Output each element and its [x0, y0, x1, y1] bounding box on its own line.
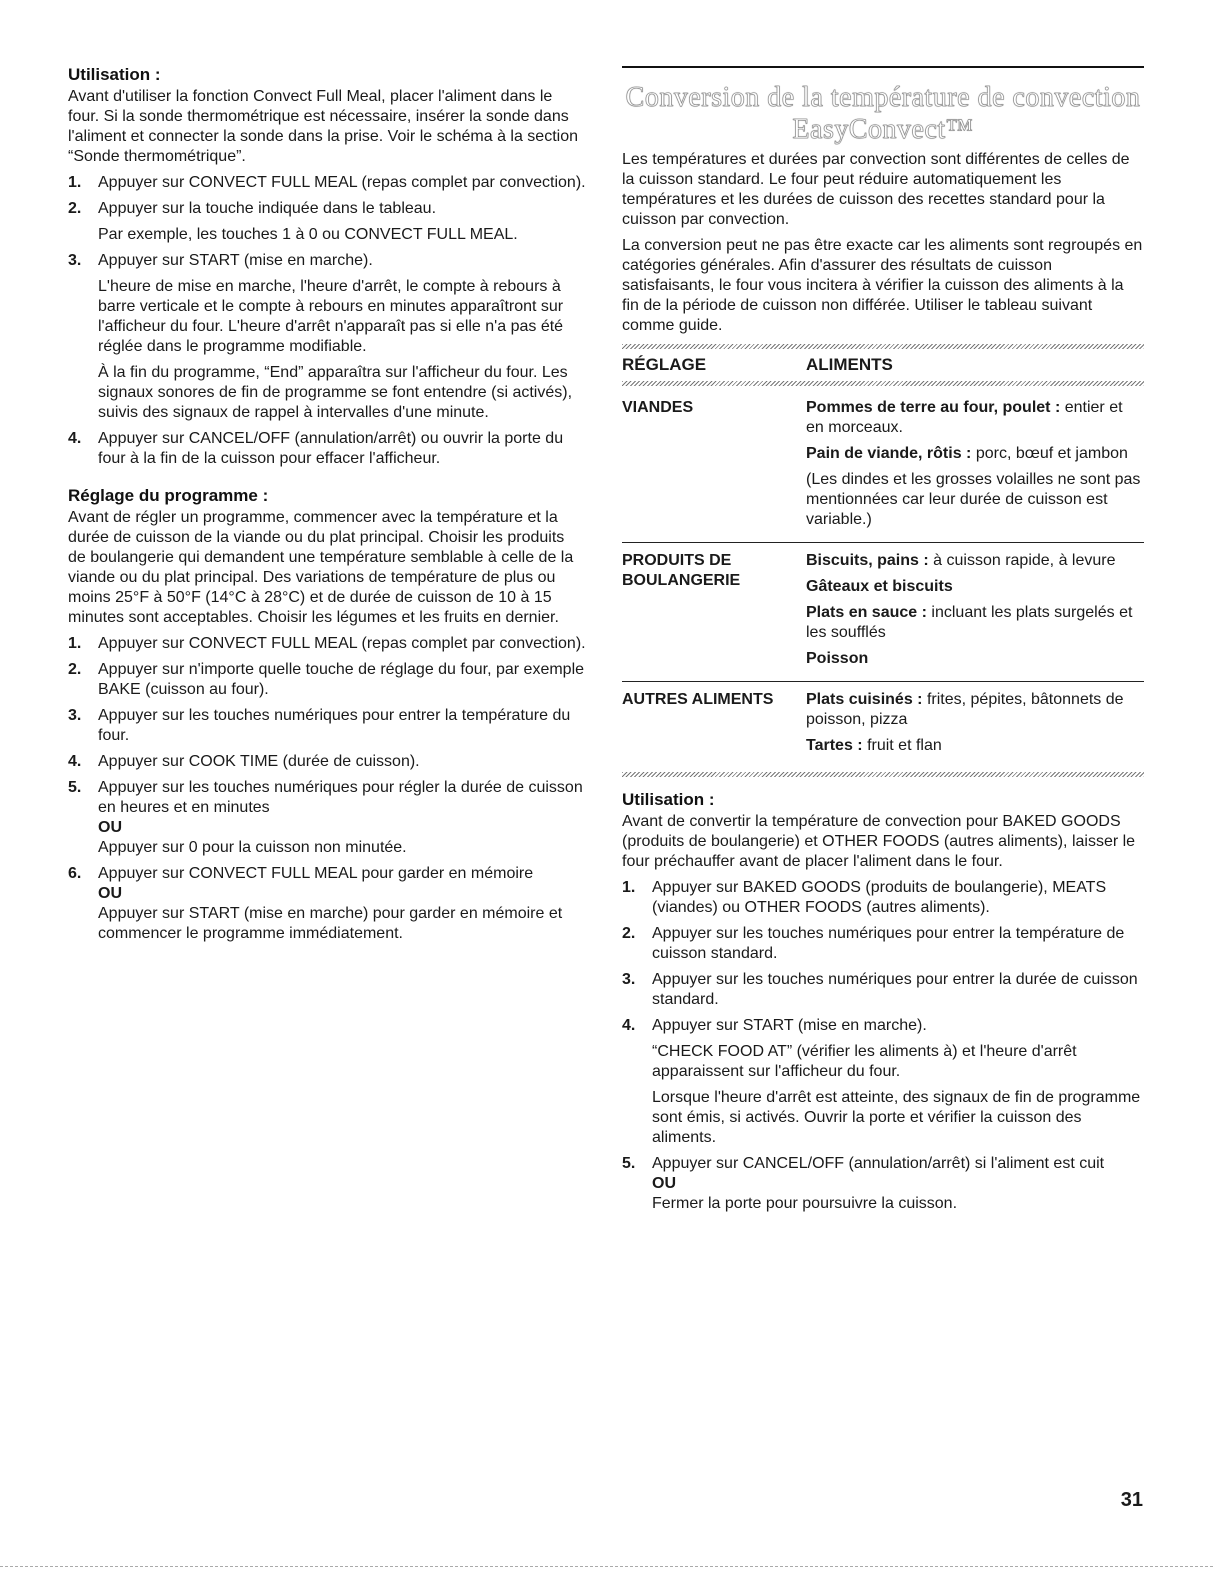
food-item: [806, 649, 1144, 669]
step-or-label: OU: [98, 885, 122, 902]
food-item-label: Plats cuisinés :: [806, 691, 923, 708]
section-title-line2: EasyConvect™: [792, 114, 974, 145]
step-text: Appuyer sur les touches numériques pour entrer la température du four.: [98, 707, 571, 744]
list-item: [622, 1154, 1144, 1214]
step-number: 1.: [68, 635, 82, 652]
step-number: 3.: [68, 252, 82, 269]
paragraph: Avant de régler un programme, commencer avec la température et la durée de cuisson de la viande ou du plat principal. Choisir les produits de boulangerie qui demandent une température semblable à celle de la viande ou du plat principal. Des variations de température de plus ou moins 25°F à 50°F (14°C à 28°C) et de durée de cuisson de 10 à 15 minutes sont acceptables. Choisir les légumes et les fruits en dernier.: [68, 509, 574, 626]
food-item: [806, 551, 1144, 571]
column-header-aliments: ALIMENTS: [806, 355, 893, 374]
section-heading-utilisation-2: Utilisation :: [622, 790, 715, 809]
food-item-label: Plats en sauce :: [806, 604, 927, 621]
step-text: Appuyer sur CONVECT FULL MEAL (repas complet par convection).: [98, 174, 586, 191]
section-heading-reglage: Réglage du programme :: [68, 486, 269, 505]
step-number: 5.: [622, 1155, 636, 1172]
table-row: [622, 682, 1144, 768]
step-note: L'heure de mise en marche, l'heure d'arrêt, le compte à rebours à barre verticale et le compte à rebours en minutes apparaîtront sur l'afficheur du four. L'heure d'arrêt n'apparaît pas si elle n'a pas été réglée dans le programme modifiable.: [98, 278, 564, 355]
section-title: [622, 82, 1144, 146]
step-text: Appuyer sur n'importe quelle touche de réglage du four, par exemple BAKE (cuisson au four).: [98, 661, 585, 698]
food-item: [806, 444, 1144, 464]
hatch-divider: [622, 344, 1144, 349]
step-number: 2.: [68, 200, 82, 217]
step-text: Appuyer sur les touches numériques pour entrer la température de cuisson standard.: [652, 925, 1125, 962]
list-item: [68, 251, 586, 423]
step-number: 5.: [68, 779, 82, 796]
table-row: [622, 390, 1144, 543]
step-text: Appuyer sur BAKED GOODS (produits de boulangerie), MEATS (viandes) ou OTHER FOODS (autres aliments).: [652, 879, 1107, 916]
step-number: 3.: [622, 971, 636, 988]
list-item: [68, 173, 586, 193]
food-item-text: porc, bœuf et jambon: [975, 445, 1128, 462]
list-item: [68, 634, 586, 654]
step-note: À la fin du programme, “End” apparaîtra sur l'afficheur du four. Les signaux sonores de fin de programme se font entendre (si activés), suivis des signaux de rappel à intervalles d'une minute.: [98, 364, 573, 421]
step-text: Appuyer sur la touche indiquée dans le tableau.: [98, 200, 437, 217]
hatch-divider: [622, 381, 1144, 386]
food-item-label: Pain de viande, rôtis :: [806, 445, 972, 462]
food-item-label: Biscuits, pains :: [806, 552, 929, 569]
list-item: [68, 199, 586, 245]
step-number: 1.: [622, 879, 636, 896]
step-number: 4.: [622, 1017, 636, 1034]
paragraph: Avant d'utiliser la fonction Convect Full Meal, placer l'aliment dans le four. Si la sonde thermométrique est nécessaire, insérer la sonde dans l'aliment et connecter la sonde dans la prise. Voir le schéma à la section “Sonde thermométrique”.: [68, 88, 578, 165]
right-column: [622, 66, 1144, 1222]
food-item-label: Tartes :: [806, 737, 863, 754]
table-cell-setting: AUTRES ALIMENTS: [622, 691, 774, 708]
table-cell-foods: [806, 551, 1144, 675]
paragraph: Avant de convertir la température de convection pour BAKED GOODS (produits de boulangerie) et OTHER FOODS (autres aliments), laisser le four préchauffer avant de placer l'aliment dans le four.: [622, 813, 1136, 870]
step-text: Appuyer sur CONVECT FULL MEAL (repas complet par convection).: [98, 635, 586, 652]
step-alt-text: Fermer la porte pour poursuivre la cuisson.: [652, 1195, 958, 1212]
list-item: [68, 752, 586, 772]
table-cell-setting: VIANDES: [622, 399, 694, 416]
list-item: [68, 660, 586, 700]
step-text: Appuyer sur CANCEL/OFF (annulation/arrêt) ou ouvrir la porte du four à la fin de la cuisson pour effacer l'afficheur.: [98, 430, 564, 467]
food-item-text: incluant les plats surgelés et les soufflés: [806, 604, 1133, 641]
table-row: [622, 543, 1144, 682]
paragraph: Les températures et durées par convection sont différentes de celles de la cuisson standard. Le four peut réduire automatiquement les températures et les durées de cuisson des recettes standard pour la cuisson par convection.: [622, 151, 1130, 228]
food-item-text: entier et en morceaux.: [806, 399, 1123, 436]
step-number: 6.: [68, 865, 82, 882]
food-item: [806, 603, 1144, 643]
step-or-label: OU: [98, 819, 122, 836]
food-item-label: Poisson: [806, 650, 869, 667]
page-number: 31: [1120, 1489, 1143, 1511]
step-note: “CHECK FOOD AT” (vérifier les aliments à) et l'heure d'arrêt apparaissent sur l'afficheur du four.: [652, 1043, 1077, 1080]
food-item-text: fruit et flan: [867, 737, 942, 754]
step-note: Lorsque l'heure d'arrêt est atteinte, des signaux de fin de programme sont émis, si activés. Ouvrir la porte et vérifier la cuisson des aliments.: [652, 1089, 1141, 1146]
food-item: [806, 577, 1144, 597]
food-item-text: frites, pépites, bâtonnets de poisson, pizza: [806, 691, 1124, 728]
step-number: 4.: [68, 430, 82, 447]
step-number: 2.: [622, 925, 636, 942]
numbered-list: [68, 173, 586, 469]
table-body: [622, 390, 1144, 768]
food-item-text: (Les dindes et les grosses volailles ne sont pas mentionnées car leur durée de cuisson est variable.): [806, 471, 1141, 528]
left-column: [68, 64, 586, 952]
paragraph: La conversion peut ne pas être exacte car les aliments sont regroupés en catégories générales. Afin d'assurer des résultats de cuisson satisfaisants, le four vous incitera à vérifier la cuisson des aliments à la fin de la période de cuisson non différée. Utiliser le tableau suivant comme guide.: [622, 237, 1143, 334]
list-item: [68, 778, 586, 858]
table-cell-foods: [806, 690, 1144, 762]
step-text: Appuyer sur les touches numériques pour entrer la durée de cuisson standard.: [652, 971, 1138, 1008]
table-cell-foods: [806, 398, 1144, 536]
step-note: Par exemple, les touches 1 à 0 ou CONVECT FULL MEAL.: [98, 226, 518, 243]
section-heading-utilisation: Utilisation :: [68, 65, 161, 84]
food-item: [806, 690, 1144, 730]
food-item-label: Pommes de terre au four, poulet :: [806, 399, 1061, 416]
table-cell-setting: PRODUITS DE BOULANGERIE: [622, 552, 741, 589]
list-item: [622, 970, 1144, 1010]
step-number: 4.: [68, 753, 82, 770]
step-or-label: OU: [652, 1175, 676, 1192]
column-header-reglage: RÉGLAGE: [622, 355, 707, 374]
bottom-divider: [0, 1566, 1213, 1567]
list-item: [68, 706, 586, 746]
food-item: [806, 736, 1144, 756]
food-item-label: Gâteaux et biscuits: [806, 578, 953, 595]
step-alt-text: Appuyer sur 0 pour la cuisson non minutée.: [98, 839, 407, 856]
step-text: Appuyer sur CANCEL/OFF (annulation/arrêt) si l'aliment est cuit: [652, 1155, 1105, 1172]
food-item: [806, 470, 1144, 530]
step-number: 2.: [68, 661, 82, 678]
hatch-divider: [622, 772, 1144, 777]
list-item: [622, 924, 1144, 964]
food-item: [806, 398, 1144, 438]
numbered-list: [622, 878, 1144, 1214]
numbered-list: [68, 634, 586, 944]
title-rule: [622, 66, 1144, 68]
conversion-table: [622, 344, 1144, 777]
list-item: [622, 1016, 1144, 1148]
step-text: Appuyer sur START (mise en marche).: [98, 252, 373, 269]
table-header: [622, 353, 1144, 377]
step-number: 1.: [68, 174, 82, 191]
step-text: Appuyer sur COOK TIME (durée de cuisson).: [98, 753, 420, 770]
step-number: 3.: [68, 707, 82, 724]
list-item: [622, 878, 1144, 918]
step-text: Appuyer sur START (mise en marche).: [652, 1017, 927, 1034]
food-item-text: à cuisson rapide, à levure: [933, 552, 1116, 569]
section-title-line1: Conversion de la température de convection: [625, 82, 1141, 113]
step-text: Appuyer sur les touches numériques pour régler la durée de cuisson en heures et en minutes: [98, 779, 583, 816]
step-alt-text: Appuyer sur START (mise en marche) pour garder en mémoire et commencer le programme immédiatement.: [98, 905, 563, 942]
step-text: Appuyer sur CONVECT FULL MEAL pour garder en mémoire: [98, 865, 534, 882]
list-item: [68, 429, 586, 469]
list-item: [68, 864, 586, 944]
